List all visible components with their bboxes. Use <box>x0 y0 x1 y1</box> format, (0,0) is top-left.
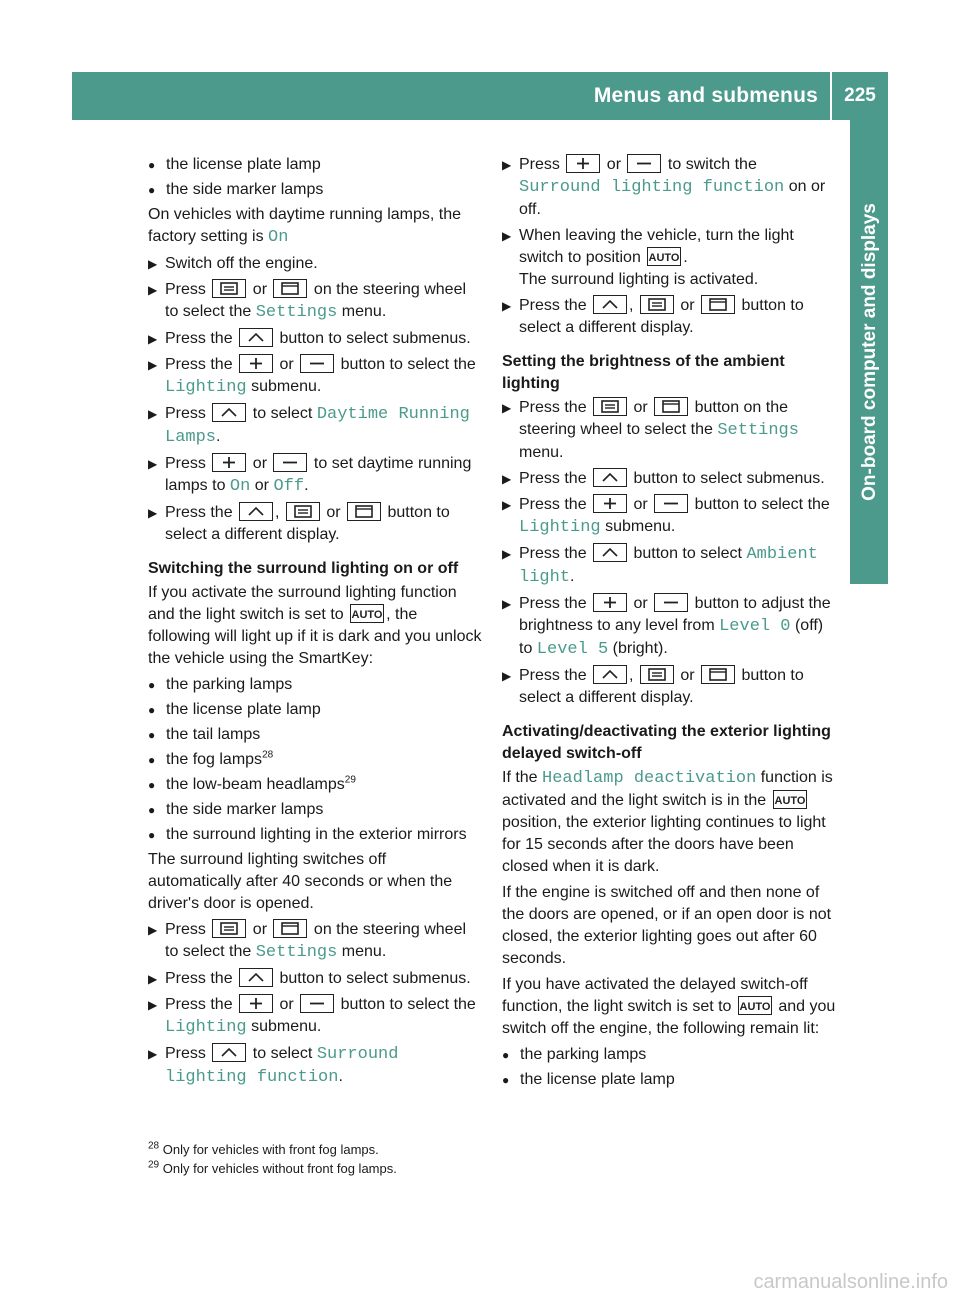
plus-key-icon <box>593 593 627 612</box>
step: ▶ Press the or button to select the Lighting submenu. <box>148 996 476 1037</box>
header-bar <box>72 72 888 120</box>
list-item: ● the low-beam headlamps$^{29}$ <box>148 774 356 793</box>
display-forward-key-icon <box>701 295 735 314</box>
chevron-up-key-icon <box>212 1043 246 1062</box>
display-back-key-icon <box>640 295 674 314</box>
display-back-key-icon <box>593 397 627 416</box>
step-result: The surround lighting is activated. <box>519 271 759 288</box>
chevron-up-key-icon <box>593 468 627 487</box>
step: ▶ Press or on the steering wheel to select the Settings menu. <box>148 281 467 322</box>
auto-switch-icon <box>647 247 681 266</box>
display-forward-key-icon <box>273 279 307 298</box>
paragraph: If you have activated the delayed switch-off function, the light switch is set to AUTO and you switch off the engine, the following remain lit: <box>502 976 836 1037</box>
footnote-ref: 29 <box>344 774 356 786</box>
svg-text:AUTO: AUTO <box>648 252 680 264</box>
list-item: ● the tail lamps <box>148 726 261 743</box>
chevron-up-key-icon <box>593 543 627 562</box>
footnotes <box>148 1140 848 1178</box>
minus-key-icon <box>273 453 307 472</box>
paragraph: The surround lighting switches off automatically after 40 seconds or when the driver's door is opened. <box>148 851 453 912</box>
display-forward-key-icon <box>654 397 688 416</box>
auto-switch-icon <box>738 996 772 1015</box>
display-back-key-icon <box>286 502 320 521</box>
plus-key-icon <box>593 494 627 513</box>
auto-switch-icon <box>350 604 384 623</box>
display-forward-key-icon <box>701 665 735 684</box>
display-back-key-icon <box>640 665 674 684</box>
footnote-ref: 28 <box>262 749 274 761</box>
svg-text:AUTO: AUTO <box>351 609 383 621</box>
plus-key-icon <box>239 994 273 1013</box>
chevron-up-key-icon <box>593 665 627 684</box>
chevron-up-key-icon <box>212 403 246 422</box>
side-tab-label: On-board computer and displays <box>859 203 880 501</box>
step: ▶ Press the button to select submenus. <box>502 470 825 487</box>
list-item: ● the parking lamps <box>148 676 293 693</box>
list-item: ● the license plate lamp <box>148 701 321 718</box>
plus-key-icon <box>239 354 273 373</box>
step: ▶ Press or on the steering wheel to select the Settings menu. <box>148 921 467 962</box>
display-forward-key-icon <box>347 502 381 521</box>
step: ▶ Press the or button to select the Lighting submenu. <box>502 496 830 537</box>
paragraph: If the Headlamp deactivation function is activated and the light switch is in the AUTO position, the exterior lighting continues to light for 15 seconds after the doors have been closed when it is dark. <box>502 769 833 875</box>
step: ▶ Press the , or button to select a different display. <box>502 667 804 706</box>
step: ▶ Press the button to select submenus. <box>148 970 471 987</box>
list-item: ● the side marker lamps <box>148 181 324 198</box>
step: ▶ Press the or button on the steering wheel to select the Settings menu. <box>502 399 799 461</box>
paragraph: If you activate the surround lighting function and the light switch is set to AUTO , the following will light up if it is dark and you unlock the vehicle using the SmartKey: <box>148 584 482 667</box>
step: ▶ Press the or button to select the Lighting submenu. <box>148 356 476 397</box>
plus-key-icon <box>212 453 246 472</box>
step: ▶ Press to select Daytime Running Lamps. <box>148 405 470 447</box>
page-number: 225 <box>844 85 876 106</box>
list-item: ● the license plate lamp <box>148 156 321 173</box>
footnote: $^{29}$ Only for vehicles without front fog lamps. <box>148 1159 397 1176</box>
auto-switch-icon <box>773 790 807 809</box>
step: ▶ Press the , or button to select a different display. <box>502 297 804 336</box>
display-back-key-icon <box>212 279 246 298</box>
chevron-up-key-icon <box>239 502 273 521</box>
step: ▶ Press or to switch the Surround lighting function on or off. <box>502 156 826 218</box>
list-item: ● the surround lighting in the exterior mirrors <box>148 826 467 843</box>
step: ▶ Press the button to select Ambient light. <box>502 545 818 587</box>
step: ▶ Press the button to select submenus. <box>148 330 471 347</box>
list-item: ● the license plate lamp <box>502 1071 675 1088</box>
minus-key-icon <box>300 994 334 1013</box>
minus-key-icon <box>654 593 688 612</box>
plus-key-icon <box>566 154 600 173</box>
minus-key-icon <box>300 354 334 373</box>
chevron-up-key-icon <box>593 295 627 314</box>
watermark: carmanualsonline.info <box>753 1271 948 1293</box>
paragraph: On vehicles with daytime running lamps, the factory setting is On <box>148 206 462 247</box>
section-heading: Setting the brightness of the ambient lighting <box>502 353 785 392</box>
section-heading: Activating/deactivating the exterior lighting delayed switch-off <box>502 723 831 762</box>
chevron-up-key-icon <box>239 328 273 347</box>
step: ▶ Press the , or button to select a different display. <box>148 504 450 543</box>
list-item: ● the side marker lamps <box>148 801 324 818</box>
display-back-key-icon <box>212 919 246 938</box>
minus-key-icon <box>627 154 661 173</box>
step: ▶ Press to select Surround lighting function. <box>148 1045 399 1087</box>
svg-text:AUTO: AUTO <box>774 795 806 807</box>
step: ▶ Switch off the engine. <box>148 255 318 272</box>
section-heading: Switching the surround lighting on or off <box>148 560 459 577</box>
list-item: ● the fog lamps$^{28}$ <box>148 749 274 768</box>
right-column <box>502 154 836 1094</box>
paragraph: If the engine is switched off and then none of the doors are opened, or if an open door is not closed, the exterior lighting goes out after 60 seconds. <box>502 884 832 967</box>
left-column <box>148 154 482 1093</box>
svg-text:AUTO: AUTO <box>739 1001 771 1013</box>
display-forward-key-icon <box>273 919 307 938</box>
footnote: $^{28}$ Only for vehicles with front fog lamps. <box>148 1140 379 1157</box>
step: ▶ Press the or button to adjust the brightness to any level from Level 0 (off) to Level 5 (bright). <box>502 595 831 659</box>
step: ▶ When leaving the vehicle, turn the light switch to position AUTO . <box>502 227 794 266</box>
step: ▶ Press or to set daytime running lamps to On or Off. <box>148 455 472 496</box>
list-item: ● the parking lamps <box>502 1046 647 1063</box>
chevron-up-key-icon <box>239 968 273 987</box>
minus-key-icon <box>654 494 688 513</box>
page-section-title: Menus and submenus <box>593 84 818 107</box>
